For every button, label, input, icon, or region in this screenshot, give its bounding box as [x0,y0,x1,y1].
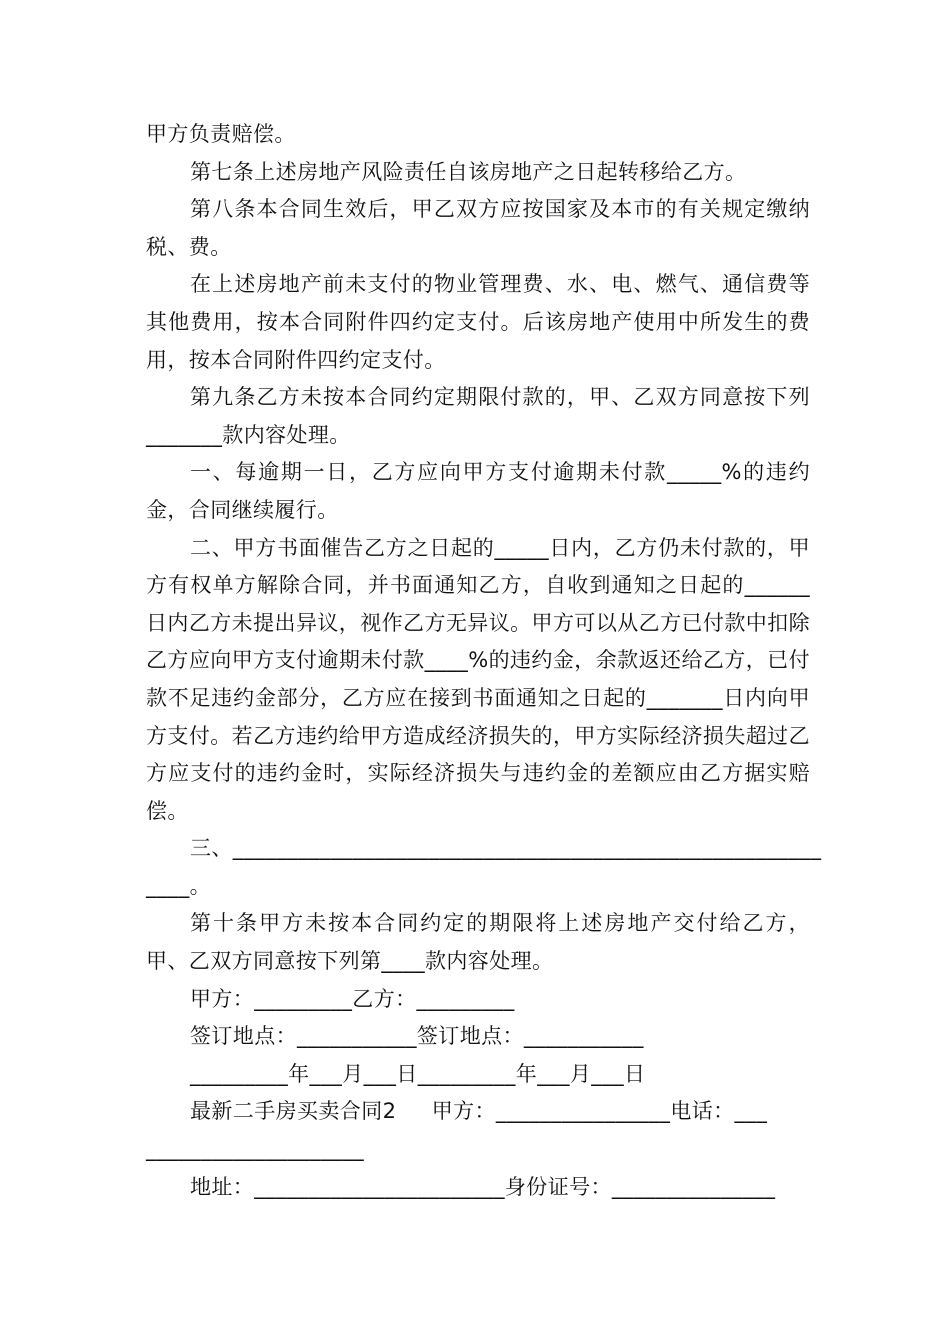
signature-parties: 甲方：_________乙方：_________ [190,986,515,1011]
paragraph-clause-1: 一、每逾期一日，乙方应向甲方支付逾期未付款_____%的违约金，合同继续履行。 [146,460,810,522]
signature-places: 签订地点：___________签订地点：___________ [190,1024,644,1049]
paragraph-article-7: 第七条上述房地产风险责任自该房地产之日起转移给乙方。 [190,159,747,184]
paragraph-clause-2: 二、甲方书面催告乙方之日起的_____日内，乙方仍未付款的，甲方有权单方解除合同，并书面通知乙方，自收到通知之日起的______日内乙方未提出异议，视作乙方无异议。甲方可以从乙方已付款中扣除乙方应向甲方支付逾期未付款____%的违约金，余款返还给乙方，已付款不足违约金部分，乙方应在接到书面通知之日起的_______日内向甲方支付。若乙方违约给甲方造成经济损失的，甲方实际经济损失超过乙方应支付的违约金时，实际经济损失与违约金的差额应由乙方据实赔偿。 [146,535,810,823]
paragraph-unpaid-fees: 在上述房地产前未支付的物业管理费、水、电、燃气、通信费等其他费用，按本合同附件四约定支付。后该房地产使用中所发生的费用，按本合同附件四约定支付。 [146,272,810,372]
paragraph-article-8: 第八条本合同生效后，甲乙双方应按国家及本市的有关规定缴纳税、费。 [146,197,810,259]
paragraph-article-9: 第九条乙方未按本合同约定期限付款的，甲、乙双方同意按下列_______款内容处理。 [146,385,810,447]
document-body [146,116,822,1206]
address-id-line: 地址：_______________________身份证号：_______________ [190,1174,776,1199]
paragraph-compensation-tail: 甲方负责赔偿。 [146,122,296,146]
paragraph-clause-3: 三、______________________________________________________ [190,836,822,861]
second-contract-heading: 最新二手房买卖合同2 甲方：________________电话：___ [190,1099,768,1124]
phone-blank-continuation: ____________________ [146,1137,364,1162]
signature-dates: _________年___月___日_________年___月___日 [190,1061,646,1086]
paragraph-article-10: 第十条甲方未按本合同约定的期限将上述房地产交付给乙方，甲、乙双方同意按下列第____款内容处理。 [146,911,810,974]
paragraph-clause-3-end: ____。 [146,873,211,898]
